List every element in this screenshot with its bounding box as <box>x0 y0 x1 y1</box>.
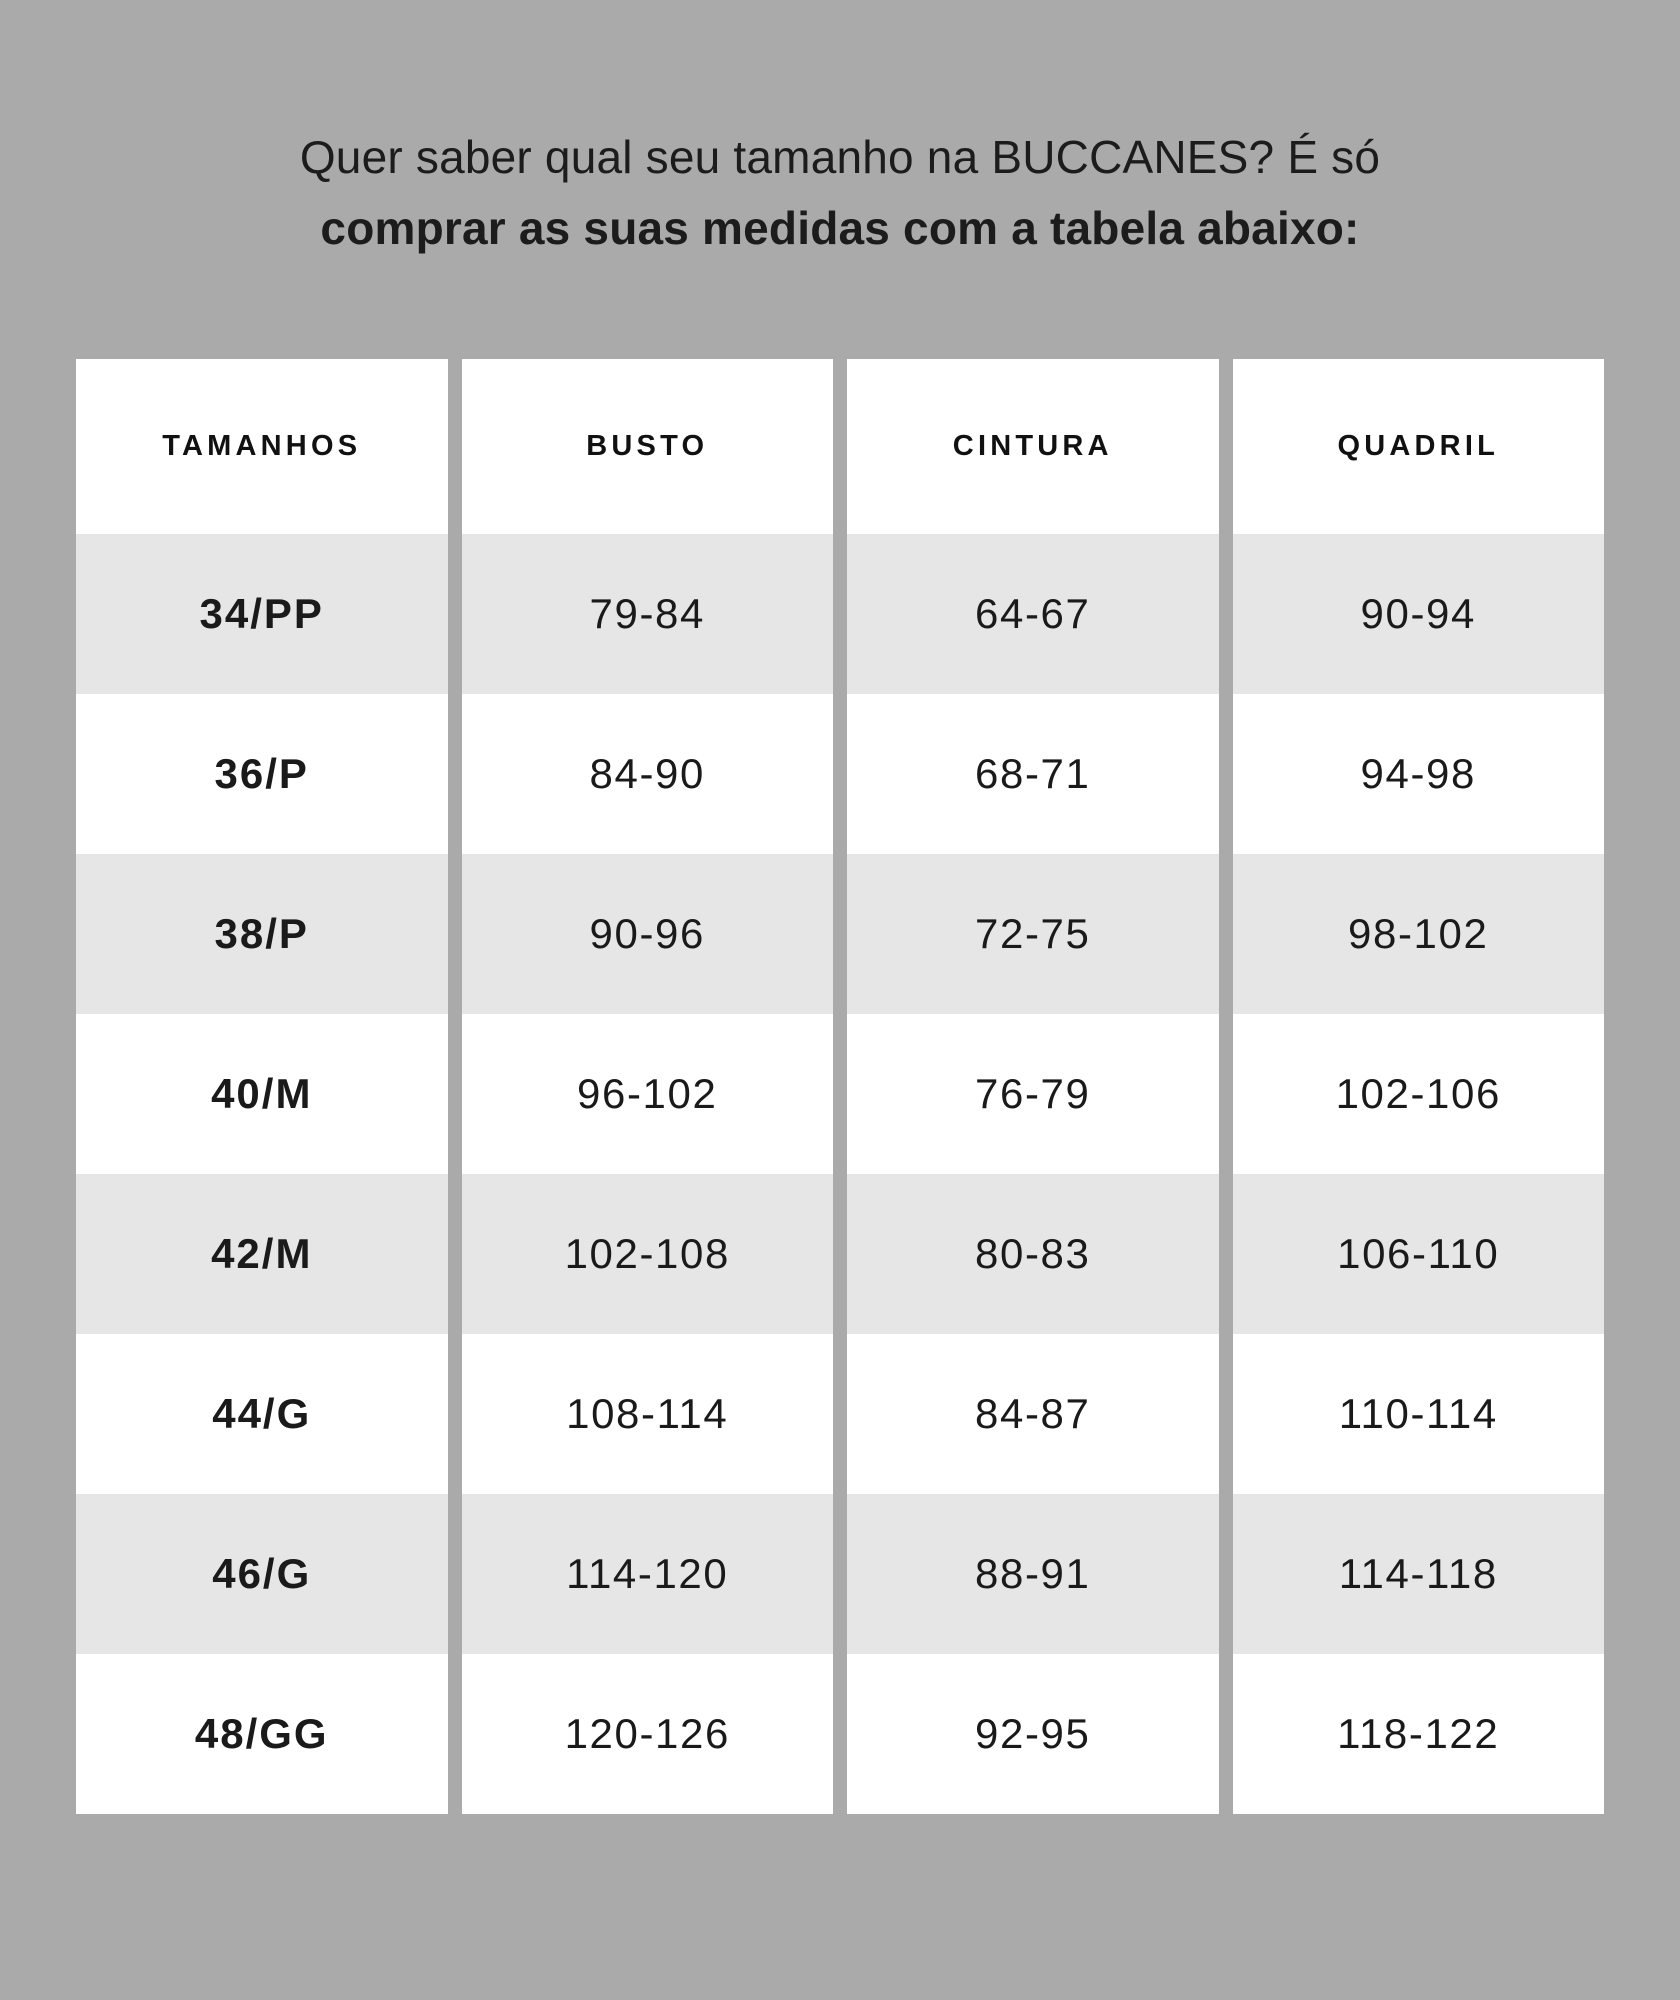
table-row: 34/PP <box>76 534 448 694</box>
table-row: 40/M <box>76 1014 448 1174</box>
page-title <box>100 125 1580 262</box>
table-cell: 114-118 <box>1233 1494 1605 1654</box>
column-header-tamanhos: TAMANHOS <box>76 359 448 534</box>
page-title-line-1: Quer saber qual seu tamanho na BUCCANES? É só <box>299 131 1381 183</box>
table-cell: 102-108 <box>462 1174 834 1334</box>
table-cell: 120-126 <box>462 1654 834 1814</box>
table-cell: 98-102 <box>1233 854 1605 1014</box>
table-cell: 94-98 <box>1233 694 1605 854</box>
column-header-quadril: QUADRIL <box>1233 359 1605 534</box>
column-header-busto: BUSTO <box>462 359 834 534</box>
table-cell: 110-114 <box>1233 1334 1605 1494</box>
table-cell: 80-83 <box>847 1174 1219 1334</box>
table-column-busto <box>462 359 834 1814</box>
table-row: 42/M <box>76 1174 448 1334</box>
table-cell: 92-95 <box>847 1654 1219 1814</box>
table-cell: 114-120 <box>462 1494 834 1654</box>
table-cell: 96-102 <box>462 1014 834 1174</box>
table-cell: 68-71 <box>847 694 1219 854</box>
table-cell: 106-110 <box>1233 1174 1605 1334</box>
table-row: 36/P <box>76 694 448 854</box>
table-cell: 84-87 <box>847 1334 1219 1494</box>
table-column-tamanhos <box>76 359 448 1814</box>
table-cell: 102-106 <box>1233 1014 1605 1174</box>
column-header-cintura: CINTURA <box>847 359 1219 534</box>
table-cell: 84-90 <box>462 694 834 854</box>
table-column-cintura <box>847 359 1219 1814</box>
table-cell: 90-96 <box>462 854 834 1014</box>
table-row: 48/GG <box>76 1654 448 1814</box>
table-column-quadril <box>1233 359 1605 1814</box>
table-cell: 79-84 <box>462 534 834 694</box>
table-cell: 108-114 <box>462 1334 834 1494</box>
table-cell: 90-94 <box>1233 534 1605 694</box>
table-cell: 118-122 <box>1233 1654 1605 1814</box>
size-table <box>76 359 1604 1814</box>
table-cell: 88-91 <box>847 1494 1219 1654</box>
table-row: 44/G <box>76 1334 448 1494</box>
page-title-line-2: comprar as suas medidas com a tabela abaixo: <box>320 202 1360 255</box>
table-row: 46/G <box>76 1494 448 1654</box>
table-cell: 76-79 <box>847 1014 1219 1174</box>
table-row: 38/P <box>76 854 448 1014</box>
table-cell: 72-75 <box>847 854 1219 1014</box>
table-cell: 64-67 <box>847 534 1219 694</box>
